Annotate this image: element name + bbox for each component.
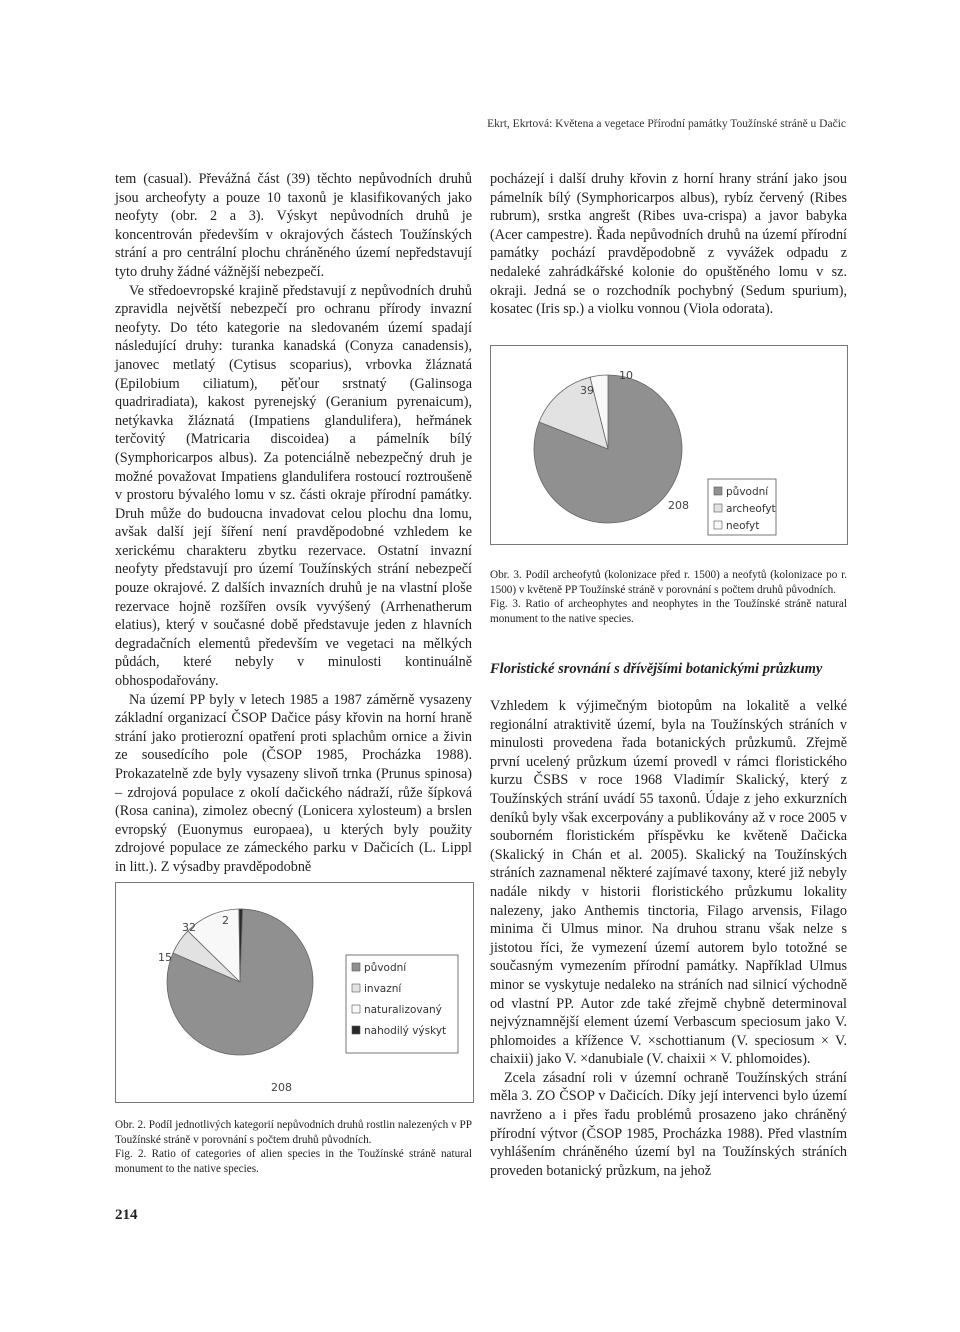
caption-cz: Obr. 3. Podíl archeofytů (kolonizace před r. 1500) a neofytů (kolonizace po r. 1500) v květeně PP Toužínské stráně v porovnání s počtem druhů původních. <box>490 569 847 596</box>
left-column <box>115 170 472 877</box>
figure-3-caption <box>490 568 847 626</box>
legend-label-2: archeofyt <box>726 503 776 515</box>
caption-cz: Obr. 2. Podíl jednotlivých kategorií nepůvodních druhů rostlin nalezených v PP Toužínské stráně v porovnání s počtem druhů původních. <box>115 1119 472 1146</box>
paragraph: Vzhledem k výjimečným biotopům na lokalitě a velké regionální atraktivitě území, byla na Toužínských stráních v minulosti provedena řada botanických průzkumů. Zřejmě první ucelený průzkum území provedl v rámci floristického kurzu ČSBS v roce 1968 Vladimír Skalický, který z Toužínských strání uvádí 55 taxonů. Údaje z jeho exkurzních deníků byly však excerpovány a publikovány až v roce 2005 v souborném floristickém příspěvku ke květeně Dačicka (Skalický in Chán et al. 2005). Skalický na Toužínských stráních zaznamenal některé zajímavé taxony, které již nebyly nadále nikdy v historii floristického průzkumu lokality nalezeny, jako Anthemis tinctoria, Filago arvensis, Filago minima či Ulmus minor. Na druhou stranu však nelze s jistotou říci, že vymezení území autorem bylo totožné se současným vymezením přírodní památky. Například Ulmus minor se vyskytuje nedaleko na stráních nad silnicí východně od vlastní PP. Autor zde také zřejmě chybně determinoval nejvýznamnější element území Verbascum speciosum jako V. phlomoides a křížence V. ×schottianum (V. speciosum × V. chaixii) jako V. ×danubiale (V. chaixii × V. phlomoides). <box>490 698 847 1068</box>
paragraph: Na území PP byly v letech 1985 a 1987 záměrně vysazeny základní organizací ČSOP Dačice pásy křovin na horní hraně strání jako protierozní opatření proti splachům ornice a živin ze sousedícího pole (ČSOP 1985, Procházka 1988). Prokazatelně zde byly vysazeny slivoň trnka (Prunus spinosa) – zdrojová populace z okolí dačického nádraží, růže šípková (Rosa canina), zimolez obecný (Lonicera xylosteum) a brslen evropský (Euonymus europaea), u kterých byly použity zdrojové populace ze zámeckého parku v Dačicích (L. Lippl in litt.). Z výsadby pravděpodobně <box>115 691 472 875</box>
figure-3-pie-svg <box>491 346 847 544</box>
legend-swatch-1 <box>714 487 722 495</box>
data-label-3: 32 <box>182 921 196 934</box>
legend <box>708 479 776 535</box>
data-label-3: 10 <box>619 369 633 382</box>
legend-swatch-4 <box>352 1026 360 1034</box>
data-label-2: 39 <box>580 384 594 397</box>
paragraph: Ve středoevropské krajině představují z nepůvodních druhů zpravidla největší nebezpečí pro ochranu přírody invazní neofyty. Do této kategorie na sledovaném území spadají následující druhy: turanka kanadská (Conyza canadensis), janovec metlatý (Cytisus scoparius), vrbovka žláznatá (Epilobium ciliatum), pěťour srstnatý (Galinsoga quadriradiata), kakost pyrenejský (Geranium pyrenaicum), netýkavka žláznatá (Impatiens glandulifera), heřmánek terčovitý (Matricaria discoidea) a pámelník bílý (Symphoricarpos albus). Za potenciálně nebezpečný druh je možné považovat Impatiens glandulifera rostoucí roztroušeně v prostoru bývalého lomu v sz. části okraje přírodní památky. Druh může do budoucna invadovat celou plochu dna lomu, avšak další její šíření není pravděpodobné vzhledem ke xerickému charakteru zbytku rezervace. Ostatní invazní neofyty představují pro území Toužínských strání nebezpečí pouze okrajové. Z dalších invazních druhů je na vlastní ploše rezervace hojně rozšířen ovsík vyvýšený (Arrhenatherum elatius), který v současné době představuje jeden z hlavních degradačních elementů především ve vegetaci na mělkých půdách, které nebyly v minulosti kontinuálně obhospodařovány. <box>115 282 472 690</box>
legend-swatch-1 <box>352 963 360 971</box>
legend-label-4: nahodilý výskyt <box>364 1025 447 1037</box>
paragraph: tem (casual). Převážná část (39) těchto nepůvodních druhů jsou archeofyty a pouze 10 taxonů je klasifikovaných jako neofyty (obr. 2 a 3). Výskyt nepůvodních druhů je koncentrován především v okrajových částech Toužínských strání a pro centrální plochu chráněného území nepředstavují tyto druhy žádné vážnější nebezpečí. <box>115 171 472 280</box>
figure-2-chart <box>115 882 474 1103</box>
data-label-1: 208 <box>271 1081 292 1094</box>
legend-label-3: neofyt <box>726 520 760 532</box>
data-label-1: 208 <box>668 499 689 512</box>
legend <box>346 955 458 1053</box>
figure-3-chart <box>490 345 848 545</box>
figure-2-pie-svg <box>116 883 473 1102</box>
right-column-top <box>490 170 847 319</box>
legend-swatch-2 <box>352 984 360 992</box>
legend-label-3: naturalizovaný <box>364 1004 442 1016</box>
legend-label-1: původní <box>726 486 769 498</box>
page-number: 214 <box>115 1207 138 1223</box>
section-title: Floristické srovnání s dřívějšími botanickými průzkumy <box>490 661 823 677</box>
caption-en: Fig. 2. Ratio of categories of alien species in the Toužínské stráně natural monument to the native species. <box>115 1148 472 1175</box>
legend-swatch-3 <box>714 521 722 529</box>
paragraph: Zcela zásadní roli v územní ochraně Toužínských strání měla 3. ZO ČSOP v Dačicích. Díky její intervenci bylo území navrženo a i přes řadu problémů prosazeno jako chráněný přírodní výtvor (ČSOP 1985, Procházka 1988). Před vlastním vyhlášením chráněného území byl na Toužínských stráních proveden botanický průzkum, na jehož <box>490 1069 847 1179</box>
right-column-bottom <box>490 697 847 1180</box>
figure-2-caption <box>115 1118 472 1176</box>
legend-swatch-2 <box>714 504 722 512</box>
data-label-2: 15 <box>158 951 172 964</box>
legend-label-1: původní <box>364 962 407 974</box>
running-header: Ekrt, Ekrtová: Květena a vegetace Přírodní památky Toužínské stráně u Dačic <box>487 118 846 130</box>
caption-en: Fig. 3. Ratio of archeophytes and neophytes in the Toužínské stráně natural monument to the native species. <box>490 598 847 625</box>
legend-label-2: invazní <box>364 983 402 995</box>
legend-swatch-3 <box>352 1005 360 1013</box>
data-label-4: 2 <box>222 914 229 927</box>
paragraph: pocházejí i další druhy křovin z horní hrany strání jako jsou pámelník bílý (Symphoricarpos albus), rybíz červený (Ribes rubrum), srstka angrešt (Ribes uva-crispa) a javor babyka (Acer campestre). Řada nepůvodních druhů na území přírodní památky pochází pravděpodobně z vyvážek odpadu z nedaleké zahrádkářské kolonie do opuštěného lomu v sz. okraji. Jedná se o rozchodník pochybný (Sedum spurium), kosatec (Iris sp.) a violku vonnou (Viola odorata). <box>490 171 847 318</box>
